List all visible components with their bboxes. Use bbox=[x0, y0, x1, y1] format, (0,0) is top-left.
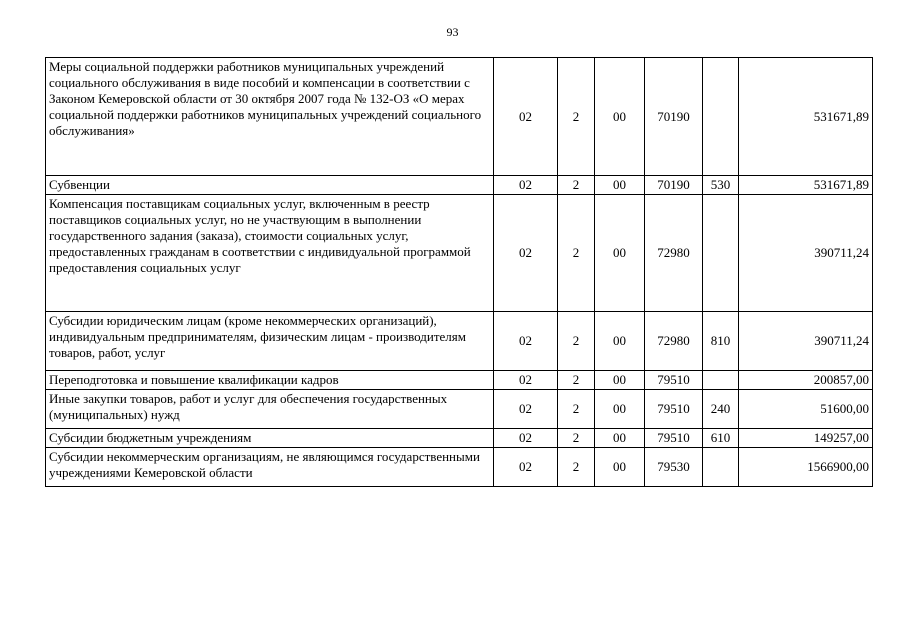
row-amount: 1566900,00 bbox=[739, 448, 873, 487]
row-section: 02 bbox=[494, 312, 558, 371]
table-row bbox=[46, 429, 873, 448]
row-amount: 531671,89 bbox=[739, 176, 873, 195]
row-section: 02 bbox=[494, 371, 558, 390]
row-section: 02 bbox=[494, 448, 558, 487]
row-subprogram: 00 bbox=[595, 371, 645, 390]
table-row bbox=[46, 371, 873, 390]
row-description: Компенсация поставщикам социальных услуг, включенным в реестр поставщиков социальных услуг, но не участвующим в выполнении государственного задания (заказа), стоимости социальных услуг, предоставленных гражданам в соответствии с индивидуальной программой предоставления социальных услуг bbox=[46, 195, 494, 312]
row-amount: 531671,89 bbox=[739, 58, 873, 176]
row-amount: 149257,00 bbox=[739, 429, 873, 448]
row-expense-type: 610 bbox=[703, 429, 739, 448]
row-description: Субсидии некоммерческим организациям, не являющимся государственными учреждениями Кемеровской области bbox=[46, 448, 494, 487]
row-description: Субсидии юридическим лицам (кроме некоммерческих организаций), индивидуальным предпринимателям, физическим лицам - производителям товаров, работ, услуг bbox=[46, 312, 494, 371]
row-direction: 72980 bbox=[645, 312, 703, 371]
page-number: 93 bbox=[446, 25, 459, 39]
table-row bbox=[46, 390, 873, 429]
row-subprogram: 00 bbox=[595, 390, 645, 429]
table-row bbox=[46, 448, 873, 487]
budget-table bbox=[45, 57, 873, 487]
row-section: 02 bbox=[494, 58, 558, 176]
row-amount: 390711,24 bbox=[739, 195, 873, 312]
row-direction: 70190 bbox=[645, 58, 703, 176]
row-expense-type: 810 bbox=[703, 312, 739, 371]
row-program: 2 bbox=[558, 195, 595, 312]
table-row bbox=[46, 312, 873, 371]
row-amount: 51600,00 bbox=[739, 390, 873, 429]
row-program: 2 bbox=[558, 429, 595, 448]
row-program: 2 bbox=[558, 58, 595, 176]
row-program: 2 bbox=[558, 448, 595, 487]
row-section: 02 bbox=[494, 390, 558, 429]
row-description: Субвенции bbox=[46, 176, 494, 195]
row-description: Переподготовка и повышение квалификации кадров bbox=[46, 371, 494, 390]
row-program: 2 bbox=[558, 176, 595, 195]
row-description: Субсидии бюджетным учреждениям bbox=[46, 429, 494, 448]
row-subprogram: 00 bbox=[595, 58, 645, 176]
row-expense-type bbox=[703, 371, 739, 390]
row-program: 2 bbox=[558, 390, 595, 429]
row-subprogram: 00 bbox=[595, 448, 645, 487]
row-direction: 79530 bbox=[645, 448, 703, 487]
row-direction: 79510 bbox=[645, 371, 703, 390]
row-direction: 72980 bbox=[645, 195, 703, 312]
row-expense-type: 240 bbox=[703, 390, 739, 429]
row-subprogram: 00 bbox=[595, 195, 645, 312]
row-description: Иные закупки товаров, работ и услуг для обеспечения государственных (муниципальных) нужд bbox=[46, 390, 494, 429]
row-amount: 200857,00 bbox=[739, 371, 873, 390]
row-expense-type bbox=[703, 448, 739, 487]
row-direction: 70190 bbox=[645, 176, 703, 195]
row-section: 02 bbox=[494, 195, 558, 312]
table-row bbox=[46, 195, 873, 312]
row-expense-type: 530 bbox=[703, 176, 739, 195]
table-row bbox=[46, 58, 873, 176]
row-expense-type bbox=[703, 195, 739, 312]
row-subprogram: 00 bbox=[595, 176, 645, 195]
row-program: 2 bbox=[558, 312, 595, 371]
row-direction: 79510 bbox=[645, 429, 703, 448]
row-direction: 79510 bbox=[645, 390, 703, 429]
table-row bbox=[46, 176, 873, 195]
row-expense-type bbox=[703, 58, 739, 176]
row-program: 2 bbox=[558, 371, 595, 390]
row-section: 02 bbox=[494, 429, 558, 448]
row-amount: 390711,24 bbox=[739, 312, 873, 371]
row-subprogram: 00 bbox=[595, 429, 645, 448]
row-description: Меры социальной поддержки работников муниципальных учреждений социального обслуживания в виде пособий и компенсации в соответствии с Законом Кемеровской области от 30 октября 2007 года № 132-ОЗ «О мерах социальной поддержки работников муниципальных учреждений социального обслуживания» bbox=[46, 58, 494, 176]
row-section: 02 bbox=[494, 176, 558, 195]
row-subprogram: 00 bbox=[595, 312, 645, 371]
